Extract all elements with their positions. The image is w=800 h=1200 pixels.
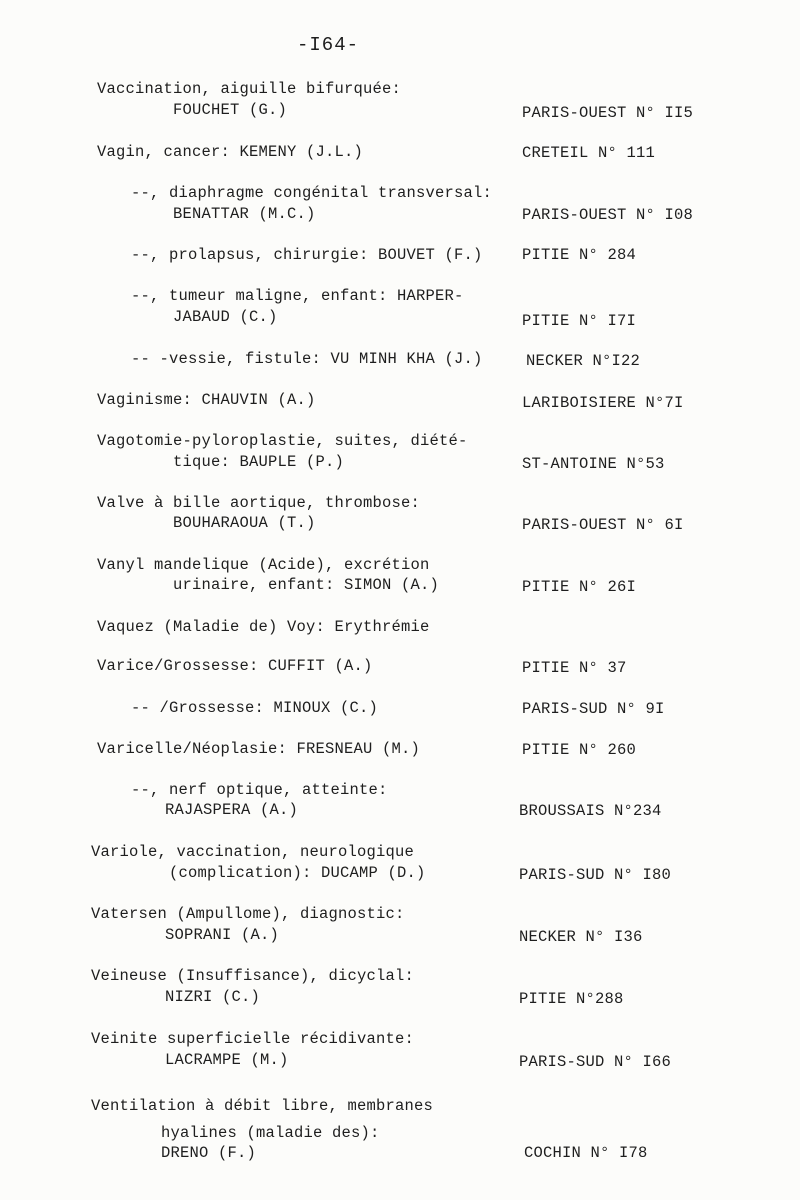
entry-reference: PARIS-SUD N° I66 [519, 1053, 672, 1071]
entry-reference: NECKER N° I36 [519, 928, 643, 946]
entry-heading: Vagotomie-pyloroplastie, suites, diété- [97, 432, 468, 450]
entry-reference: PARIS-SUD N° I80 [519, 866, 672, 884]
entry-author: JABAUD (C.) [173, 308, 278, 326]
entry-heading: Valve à bille aortique, thrombose: [97, 494, 421, 512]
entry-reference: PARIS-OUEST N° II5 [522, 104, 694, 122]
entry-author: tique: BAUPLE (P.) [173, 453, 345, 471]
entry-heading: Varicelle/Néoplasie: FRESNEAU (M.) [97, 740, 421, 758]
entry-reference: PITIE N° 260 [522, 741, 637, 759]
entry-author: SOPRANI (A.) [165, 926, 280, 944]
entry-heading: Vaccination, aiguille bifurquée: [97, 80, 402, 98]
entry-author: FOUCHET (G.) [173, 101, 288, 119]
entry-reference: CRETEIL N° 111 [522, 144, 656, 162]
entry-heading: Varice/Grossesse: CUFFIT (A.) [97, 657, 373, 675]
entry-subheading: hyalines (maladie des): [161, 1124, 380, 1142]
entry-heading: -- -vessie, fistule: VU MINH KHA (J.) [131, 350, 483, 368]
entry-reference: PITIE N°288 [519, 990, 624, 1008]
entry-reference: PARIS-SUD N° 9I [522, 700, 665, 718]
entry-author: DRENO (F.) [161, 1144, 257, 1162]
entry-heading: --, tumeur maligne, enfant: HARPER- [131, 287, 464, 305]
entry-heading: Vanyl mandelique (Acide), excrétion [97, 556, 430, 574]
entry-heading: Ventilation à débit libre, membranes [91, 1097, 434, 1115]
entry-reference: PITIE N° 284 [522, 246, 637, 264]
entry-author: RAJASPERA (A.) [165, 801, 299, 819]
entry-reference: PARIS-OUEST N° I08 [522, 206, 694, 224]
entry-heading: Vagin, cancer: KEMENY (J.L.) [97, 143, 364, 161]
entry-reference: LARIBOISIERE N°7I [522, 394, 684, 412]
entry-reference: NECKER N°I22 [526, 352, 641, 370]
entry-heading: Vaginisme: CHAUVIN (A.) [97, 391, 316, 409]
entry-author: NIZRI (C.) [165, 988, 261, 1006]
entry-author: (complication): DUCAMP (D.) [169, 864, 426, 882]
entry-heading: --, nerf optique, atteinte: [131, 781, 388, 799]
entry-heading: Vatersen (Ampullome), diagnostic: [91, 905, 405, 923]
entry-heading: --, prolapsus, chirurgie: BOUVET (F.) [131, 246, 483, 264]
entry-reference: PARIS-OUEST N° 6I [522, 516, 684, 534]
entry-author: urinaire, enfant: SIMON (A.) [173, 576, 440, 594]
entry-reference: PITIE N° 37 [522, 659, 627, 677]
entry-reference: PITIE N° I7I [522, 312, 637, 330]
entry-reference: PITIE N° 26I [522, 578, 637, 596]
entry-heading: --, diaphragme congénital transversal: [131, 184, 493, 202]
entry-reference: ST-ANTOINE N°53 [522, 455, 665, 473]
entry-heading: -- /Grossesse: MINOUX (C.) [131, 699, 379, 717]
entry-reference: BROUSSAIS N°234 [519, 802, 662, 820]
entry-author: BOUHARAOUA (T.) [173, 514, 316, 532]
entry-reference: COCHIN N° I78 [524, 1144, 648, 1162]
entry-heading: Veineuse (Insuffisance), dicyclal: [91, 967, 415, 985]
entry-heading: Veinite superficielle récidivante: [91, 1030, 415, 1048]
entry-author: BENATTAR (M.C.) [173, 205, 316, 223]
page-number: -I64- [297, 34, 360, 56]
entry-author: LACRAMPE (M.) [165, 1051, 289, 1069]
entry-heading: Variole, vaccination, neurologique [91, 843, 415, 861]
entry-heading: Vaquez (Maladie de) Voy: Erythrémie [97, 618, 430, 636]
